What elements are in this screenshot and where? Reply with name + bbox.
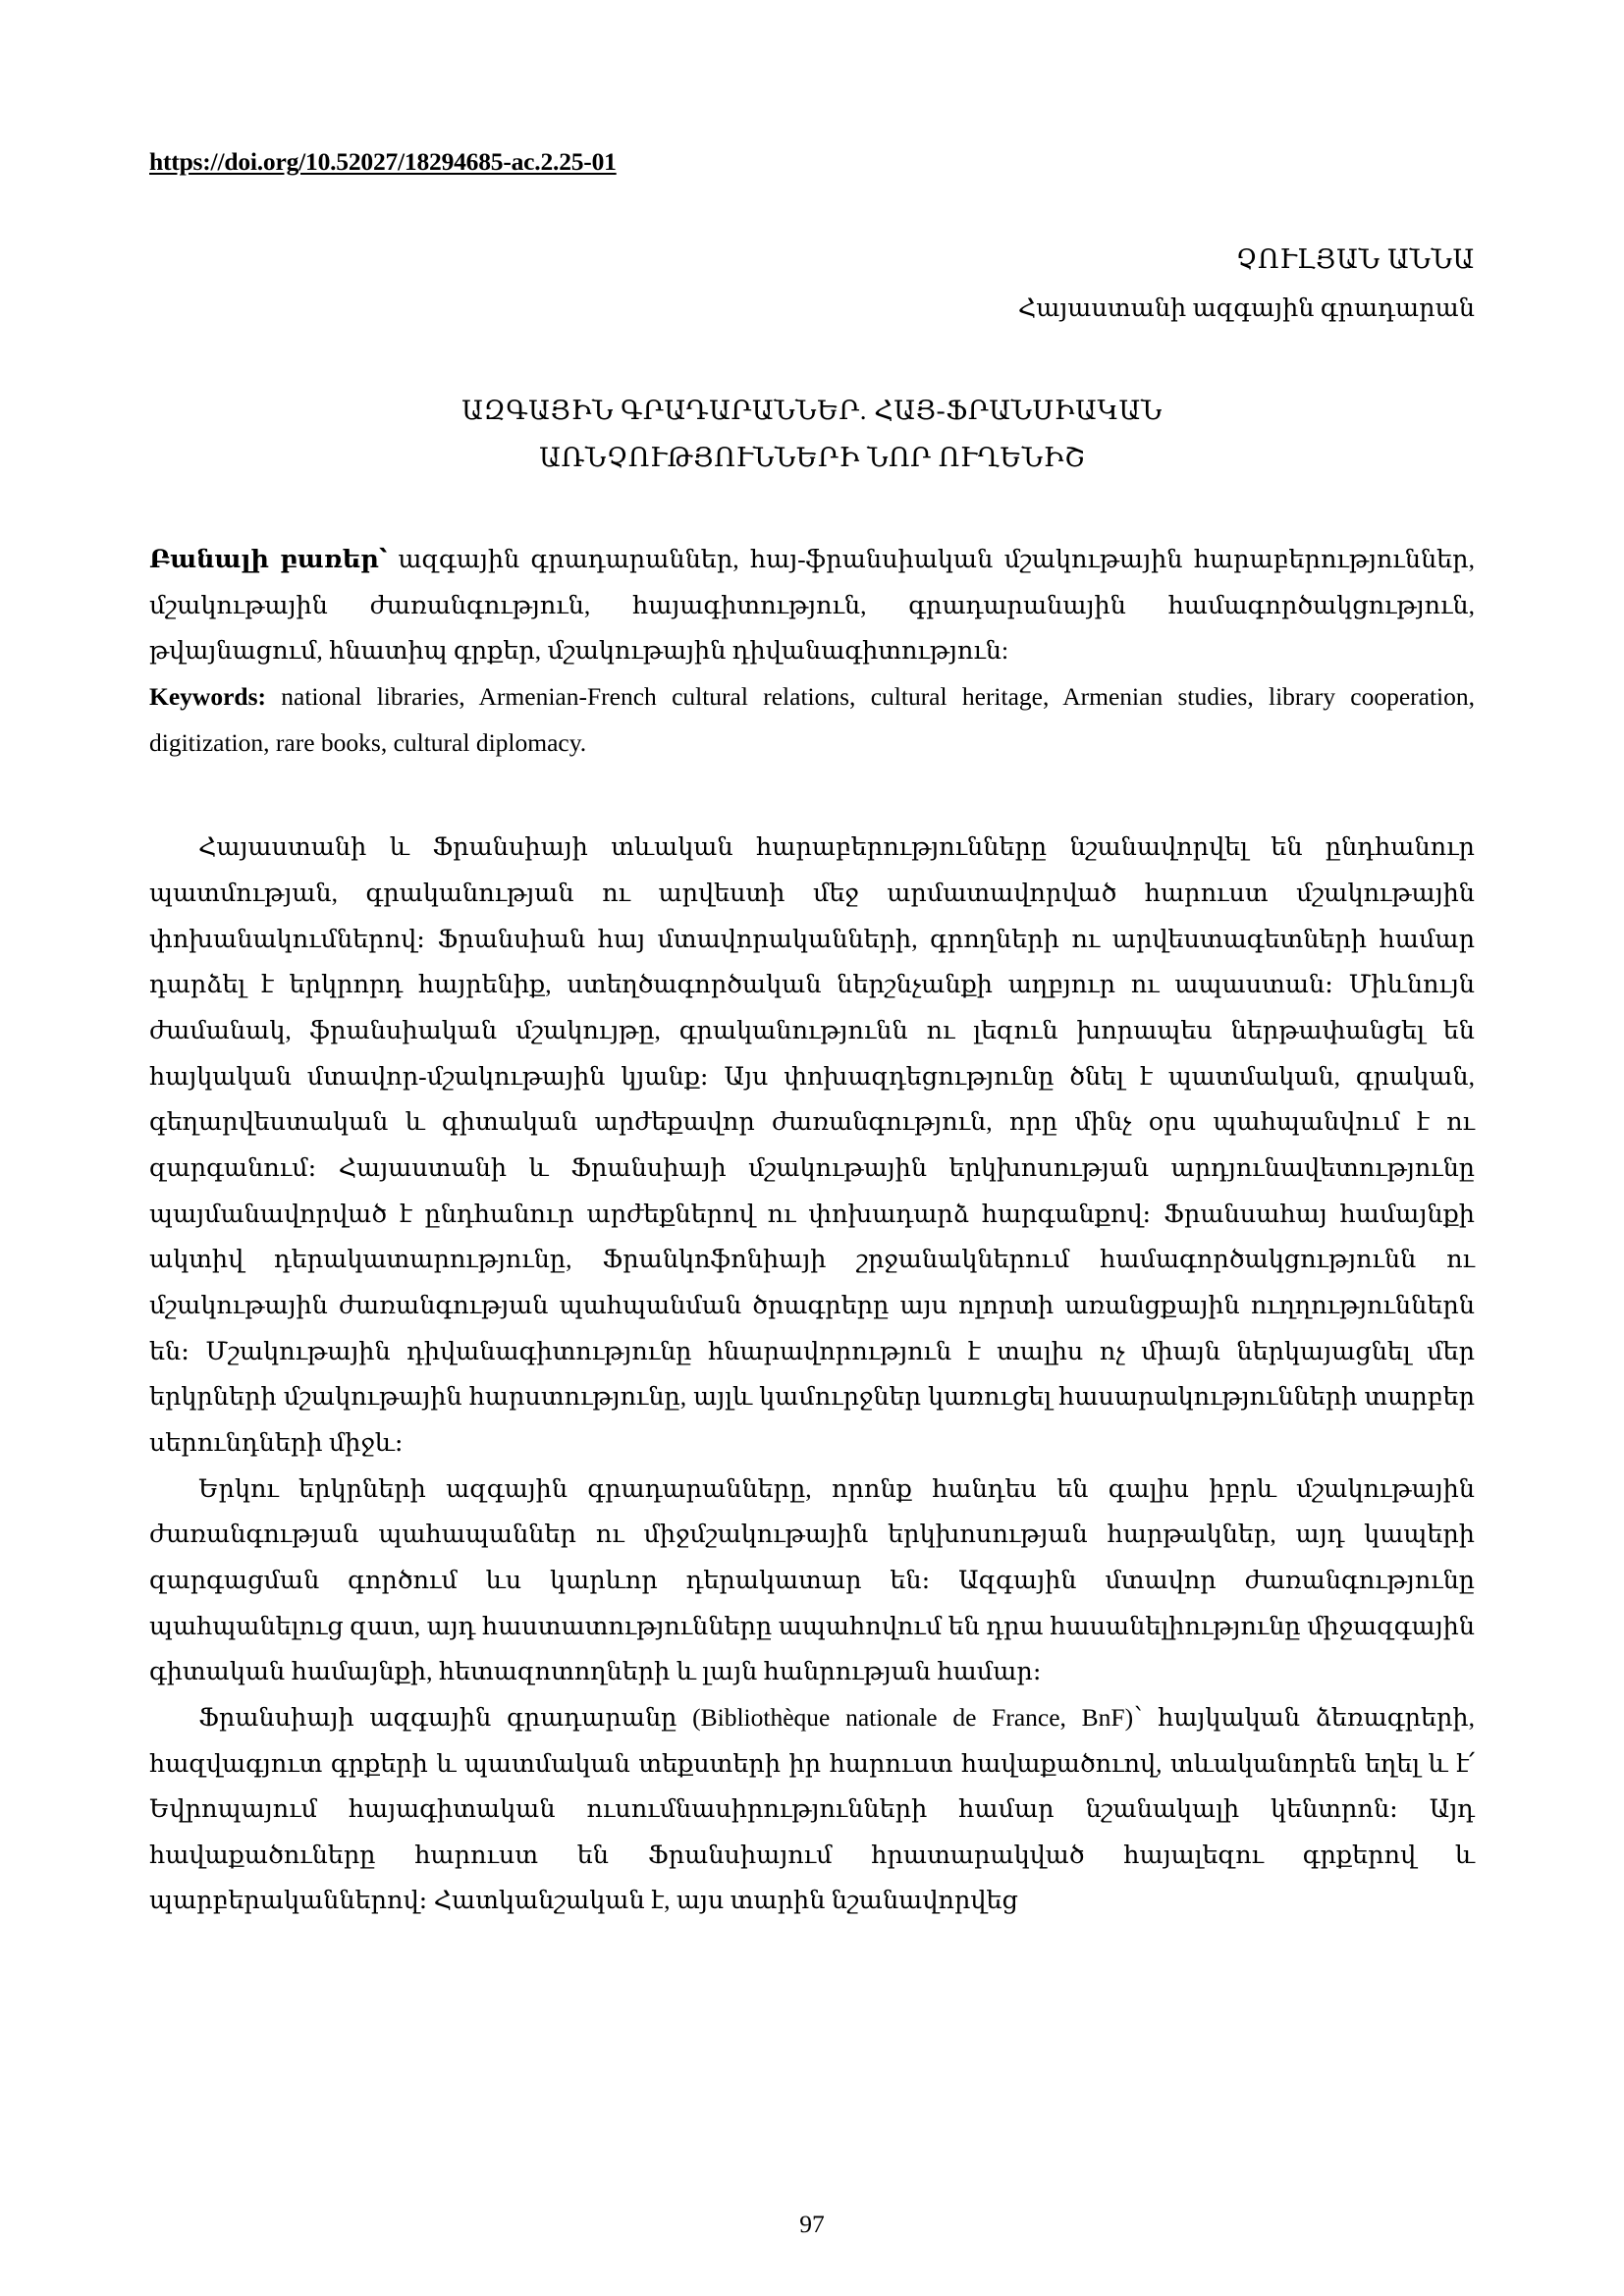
body-paragraph-1: Հայաստանի և Ֆրանսիայի տևական հարաբերությունները նշանավորվել են ընդհանուր պատմության, գրականության ու արվեստի մեջ արմատավորված հարուստ մշակութային փոխանակումներով։ Ֆրանսիան հայ մտավորականների, գրողների ու արվեստագետների համար դարձել է երկրորդ հայրենիք, ստեղծագործական ներշնչանքի աղբյուր ու ապաստան։ Միևնույն ժամանակ, ֆրանսիական մշակույթը, գրականությունն ու լեզուն խորապես ներթափանցել են հայկական մտավոր-մշակութային կյանք։ Այս փոխազդեցությունը ծնել է պատմական, գրական, գեղարվեստական և գիտական արժեքավոր ժառանգություն, որը մինչ օրս պահպանվում է ու զարգանում։ Հայաստանի և Ֆրանսիայի մշակութային երկխոսության արդյունավետությունը պայմանավորված է ընդհանուր արժեքներով ու փոխադարձ հարգանքով։ Ֆրանսահայ համայնքի ակտիվ դերակատարությունը, Ֆրանկոֆոնիայի շրջանակներում համագործակցությունն ու մշակութային ժառանգության պահպանման ծրագրերը այս ոլորտի առանցքային ուղղություններն են։ Մշակութային դիվանագիտությունը հնարավորություն է տալիս ոչ միայն ներկայացնել մեր երկրների մշակութային հարստությունը, այլև կամուրջներ կառուցել հասարակությունների տարբեր սերունդների միջև։ [149,832,1475,1457]
author-block [149,239,1475,329]
page-number: 97 [799,2210,825,2238]
keywords-armenian-label: Բանալի բառեր՝ [149,545,388,574]
body-paragraph-2: Երկու երկրների ազգային գրադարանները, որոնք հանդես են գալիս իբրև մշակութային ժառանգության պահապաններ ու միջմշակութային երկխոսության հարթակներ, այդ կապերի զարգացման գործում ևս կարևոր դերակատար են։ Ազգային մտավոր ժառանգությունը պահպանելուց զատ, այդ հաստատությունները ապահովում են դրա հասանելիությունը միջազգային գիտական համայնքի, հետազոտողների և լայն հանրության համար։ [149,1473,1475,1686]
keywords-english-label: Keywords: [149,682,266,712]
doi-link[interactable]: https://doi.org/10.52027/18294685-ac.2.25-01 [149,147,617,176]
author-name: ՉՈՒԼՅԱՆ ԱՆՆԱ [1235,243,1475,274]
title-line-2: ԱՌՆՉՈՒԹՅՈՒՆՆԵՐԻ ՆՈՐ ՈՒՂԵՆԻՇ [539,443,1085,473]
keywords-armenian-text: ազգային գրադարաններ, հայ-ֆրանսիական մշակութային հարաբերություններ, մշակութային ժառանգություն, հայագիտություն, գրադարանային համագործակցություն, թվայնացում, հնատիպ գրքեր, մշակութային դիվանագիտություն: [149,545,1475,666]
article-title [149,390,1475,480]
author-affiliation: Հայաստանի ազգային գրադարան [1017,294,1475,323]
keywords-english-text: national libraries, Armenian-French cultural relations, cultural heritage, Armenian studies, library cooperation, digitization, rare books, cultural diplomacy. [149,682,1475,757]
title-line-1: ԱԶԳԱՅԻՆ ԳՐԱԴԱՐԱՆՆԵՐ. ՀԱՅ-ՖՐԱՆՍԻԱԿԱՆ [461,395,1163,425]
article-body [149,825,1475,1924]
keywords-english [149,674,1475,766]
body-paragraph-3: Ֆրանսիայի ազգային գրադարանը (Bibliothèque nationale de France, BnF)՝ հայկական ձեռագրերի, հազվագյուտ գրքերի և պատմական տեքստերի իր հարուստ հավաքածուով, տևականորեն եղել և է՛ Եվրոպայում հայագիտական ուսումնասիրությունների համար նշանակալի կենտրոն։ Այդ հավաքածուները հարուստ են Ֆրանսիայում հրատարակված հայալեզու գրքերով և պարբերականներով։ Հատկանշական է, այս տարին նշանավորվեց [149,1702,1475,1915]
keywords-section [149,537,1475,766]
keywords-armenian [149,537,1475,674]
